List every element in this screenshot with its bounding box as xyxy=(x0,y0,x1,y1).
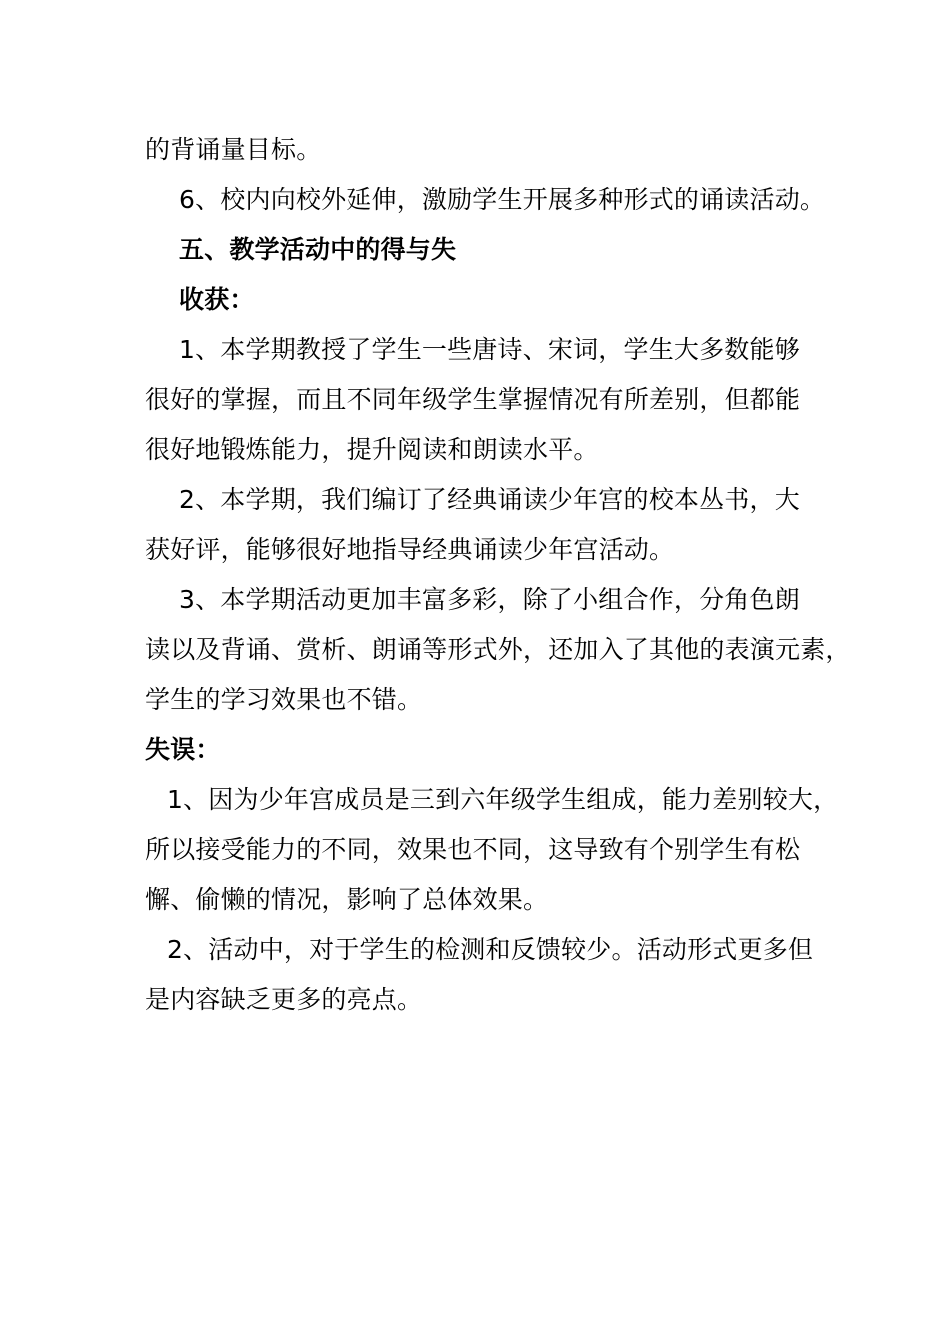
paragraph-line: 很好的掌握，而且不同年级学生掌握情况有所差别，但都能 xyxy=(145,385,801,414)
paragraph-line: 2、活动中，对于学生的检测和反馈较少。活动形式更多但 xyxy=(167,935,814,964)
paragraph-line: 1、因为少年宫成员是三到六年级学生组成，能力差别较大， xyxy=(167,785,839,814)
section-heading: 五、教学活动中的得与失 xyxy=(179,235,457,264)
paragraph-line: 懈、偷懒的情况，影响了总体效果。 xyxy=(145,885,549,914)
paragraph-line: 6、校内向校外延伸，激励学生开展多种形式的诵读活动。 xyxy=(179,185,826,214)
subheading-gains: 收获： xyxy=(179,285,255,314)
paragraph-line: 3、本学期活动更加丰富多彩，除了小组合作，分角色朗 xyxy=(179,585,800,614)
paragraph-line: 获好评，能够很好地指导经典诵读少年宫活动。 xyxy=(145,535,675,564)
paragraph-line: 所以接受能力的不同，效果也不同，这导致有个别学生有松 xyxy=(145,835,801,864)
paragraph-line: 2、本学期，我们编订了经典诵读少年宫的校本丛书，大 xyxy=(179,485,800,514)
paragraph-line: 学生的学习效果也不错。 xyxy=(145,685,423,714)
paragraph-line: 1、本学期教授了学生一些唐诗、宋词，学生大多数能够 xyxy=(179,335,800,364)
paragraph-line: 很好地锻炼能力，提升阅读和朗读水平。 xyxy=(145,435,599,464)
subheading-mistakes: 失误： xyxy=(145,735,221,764)
paragraph-line: 是内容缺乏更多的亮点。 xyxy=(145,985,423,1014)
paragraph-line: 读以及背诵、赏析、朗诵等形式外，还加入了其他的表演元素， xyxy=(145,635,851,664)
paragraph-line: 的背诵量目标。 xyxy=(145,135,322,164)
